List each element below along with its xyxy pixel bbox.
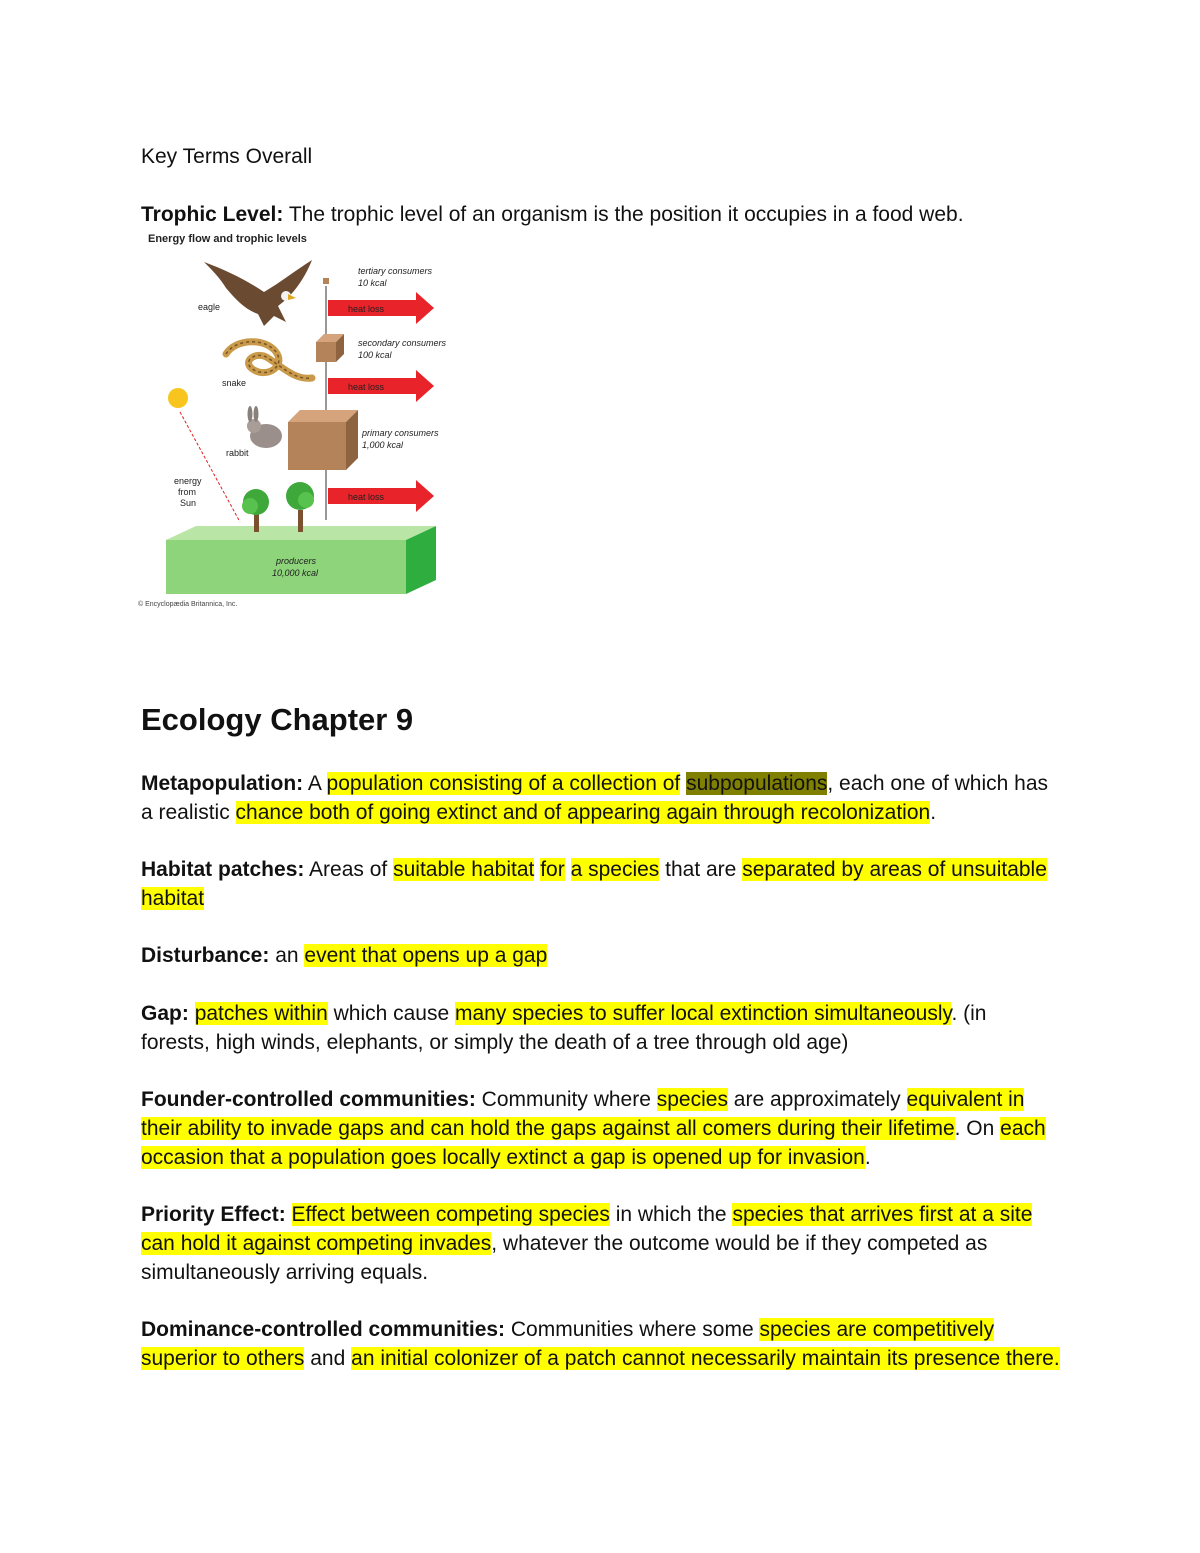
primary-label-2: 1,000 kcal	[362, 440, 404, 450]
gap-entry	[141, 999, 1061, 1057]
ground-front	[166, 540, 406, 594]
definition-text: A	[303, 772, 327, 795]
producers-label-1: producers	[276, 556, 317, 566]
definition-text: . On	[954, 1117, 1001, 1140]
founder-controlled-entry	[141, 1085, 1061, 1172]
section-title-text: Ecology Chapter 9	[141, 702, 414, 737]
definition-text	[189, 1002, 195, 1025]
dominance-controlled-entry	[141, 1315, 1061, 1373]
highlighted-text: chance both of going extinct and of appearing again through recolonization	[235, 801, 931, 824]
sun-icon	[168, 388, 188, 408]
definition-text: , whatever the outcome would be if they competed as simultaneously arriving equals.	[141, 1232, 988, 1284]
primary-label-1: primary consumers	[362, 428, 439, 438]
definition-text: are approximately	[727, 1088, 907, 1111]
term-label: Dominance-controlled communities:	[141, 1318, 506, 1341]
trophic-levels-figure	[136, 230, 456, 614]
definition-text	[565, 858, 571, 881]
highlighted-text: equivalent in their ability to invade gaps and can hold the gaps against all comers during their lifetime	[141, 1088, 1025, 1140]
highlighted-text: suitable habitat	[393, 858, 535, 881]
definition-text: an	[269, 944, 305, 967]
highlighted-text: separated by areas of unsuitable habitat	[141, 858, 1047, 910]
tertiary-label-1: tertiary consumers	[358, 266, 433, 276]
highlighted-text: population consisting of a collection of	[326, 772, 681, 795]
primary-cube	[288, 410, 358, 470]
term-label: Habitat patches:	[141, 858, 305, 881]
definition-text: .	[864, 1146, 871, 1169]
term-label: Metapopulation:	[141, 772, 304, 795]
energy-label-3: Sun	[180, 498, 197, 508]
definition-text: that are	[659, 858, 743, 881]
tree-icon	[242, 489, 269, 532]
highlighted-text: event that opens up a gap	[304, 944, 548, 967]
definition-text: in which the	[609, 1203, 733, 1226]
definition-text: and	[304, 1347, 352, 1370]
energy-label-2: from	[178, 487, 196, 497]
trophic-level-term: Trophic Level:	[141, 203, 284, 226]
trophic-levels-diagram	[136, 230, 456, 614]
tree-icon	[286, 482, 314, 532]
heat-loss-label: heat loss	[348, 492, 385, 502]
highlighted-text: species	[656, 1088, 728, 1111]
highlighted-text: patches within	[194, 1002, 328, 1025]
priority-effect-entry	[141, 1200, 1061, 1287]
definition-text: Areas of	[304, 858, 394, 881]
disturbance-entry	[141, 941, 1061, 970]
snake-icon	[226, 342, 312, 379]
metapopulation-entry	[141, 769, 1061, 827]
term-label: Gap:	[141, 1002, 189, 1025]
key-terms-heading-text: Key Terms Overall	[141, 145, 313, 168]
heat-loss-label: heat loss	[348, 382, 385, 392]
snake-label: snake	[222, 378, 247, 388]
term-label: Founder-controlled communities:	[141, 1088, 476, 1111]
rabbit-label: rabbit	[226, 448, 249, 458]
figure-credit: © Encyclopædia Britannica, Inc.	[138, 601, 238, 608]
highlighted-text: for	[540, 858, 565, 881]
definition-text: Community where	[475, 1088, 657, 1111]
trophic-level-entry	[141, 200, 1061, 229]
term-label: Disturbance:	[141, 944, 270, 967]
heat-loss-arrow-secondary	[328, 370, 434, 402]
eagle-label: eagle	[198, 302, 221, 312]
definition-text: , each one of which has a realistic	[141, 772, 1049, 824]
definition-text	[286, 1203, 292, 1226]
secondary-label-1: secondary consumers	[358, 338, 447, 348]
highlighted-text: an initial colonizer of a patch cannot necessarily maintain its presence there.	[351, 1347, 1060, 1370]
definition-text: .	[930, 801, 937, 824]
trophic-level-definition: The trophic level of an organism is the position it occupies in a food web.	[283, 203, 964, 226]
producers-label-2: 10,000 kcal	[272, 568, 319, 578]
highlighted-text-dark: subpopulations	[686, 772, 828, 795]
highlighted-text: species that arrives first at a site can hold it against competing invades	[141, 1203, 1033, 1255]
highlighted-text: many species to suffer local extinction simultaneously	[455, 1002, 952, 1025]
highlighted-text: each occasion that a population goes locally extinct a gap is opened up for invasion	[141, 1117, 1046, 1169]
highlighted-text: a species	[570, 858, 660, 881]
figure-title: Energy flow and trophic levels	[148, 233, 307, 245]
tertiary-label-2: 10 kcal	[358, 278, 387, 288]
definition-text: which cause	[327, 1002, 455, 1025]
heat-loss-arrow-primary	[328, 480, 434, 512]
tertiary-cube	[323, 278, 329, 284]
rabbit-icon	[247, 406, 282, 448]
section-title	[141, 700, 413, 740]
key-terms-heading	[141, 142, 1061, 171]
secondary-label-2: 100 kcal	[358, 350, 392, 360]
heat-loss-arrow-tertiary	[328, 292, 434, 324]
heat-loss-label: heat loss	[348, 304, 385, 314]
definition-text: . (in forests, high winds, elephants, or simply the death of a tree through old age)	[141, 1002, 987, 1054]
energy-label-1: energy	[174, 476, 202, 486]
eagle-icon	[204, 260, 312, 326]
highlighted-text: Effect between competing species	[291, 1203, 610, 1226]
habitat-patches-entry	[141, 855, 1061, 913]
highlighted-text: species are competitively superior to others	[141, 1318, 995, 1370]
secondary-cube	[316, 334, 344, 362]
term-label: Priority Effect:	[141, 1203, 286, 1226]
definition-text: Communities where some	[505, 1318, 760, 1341]
